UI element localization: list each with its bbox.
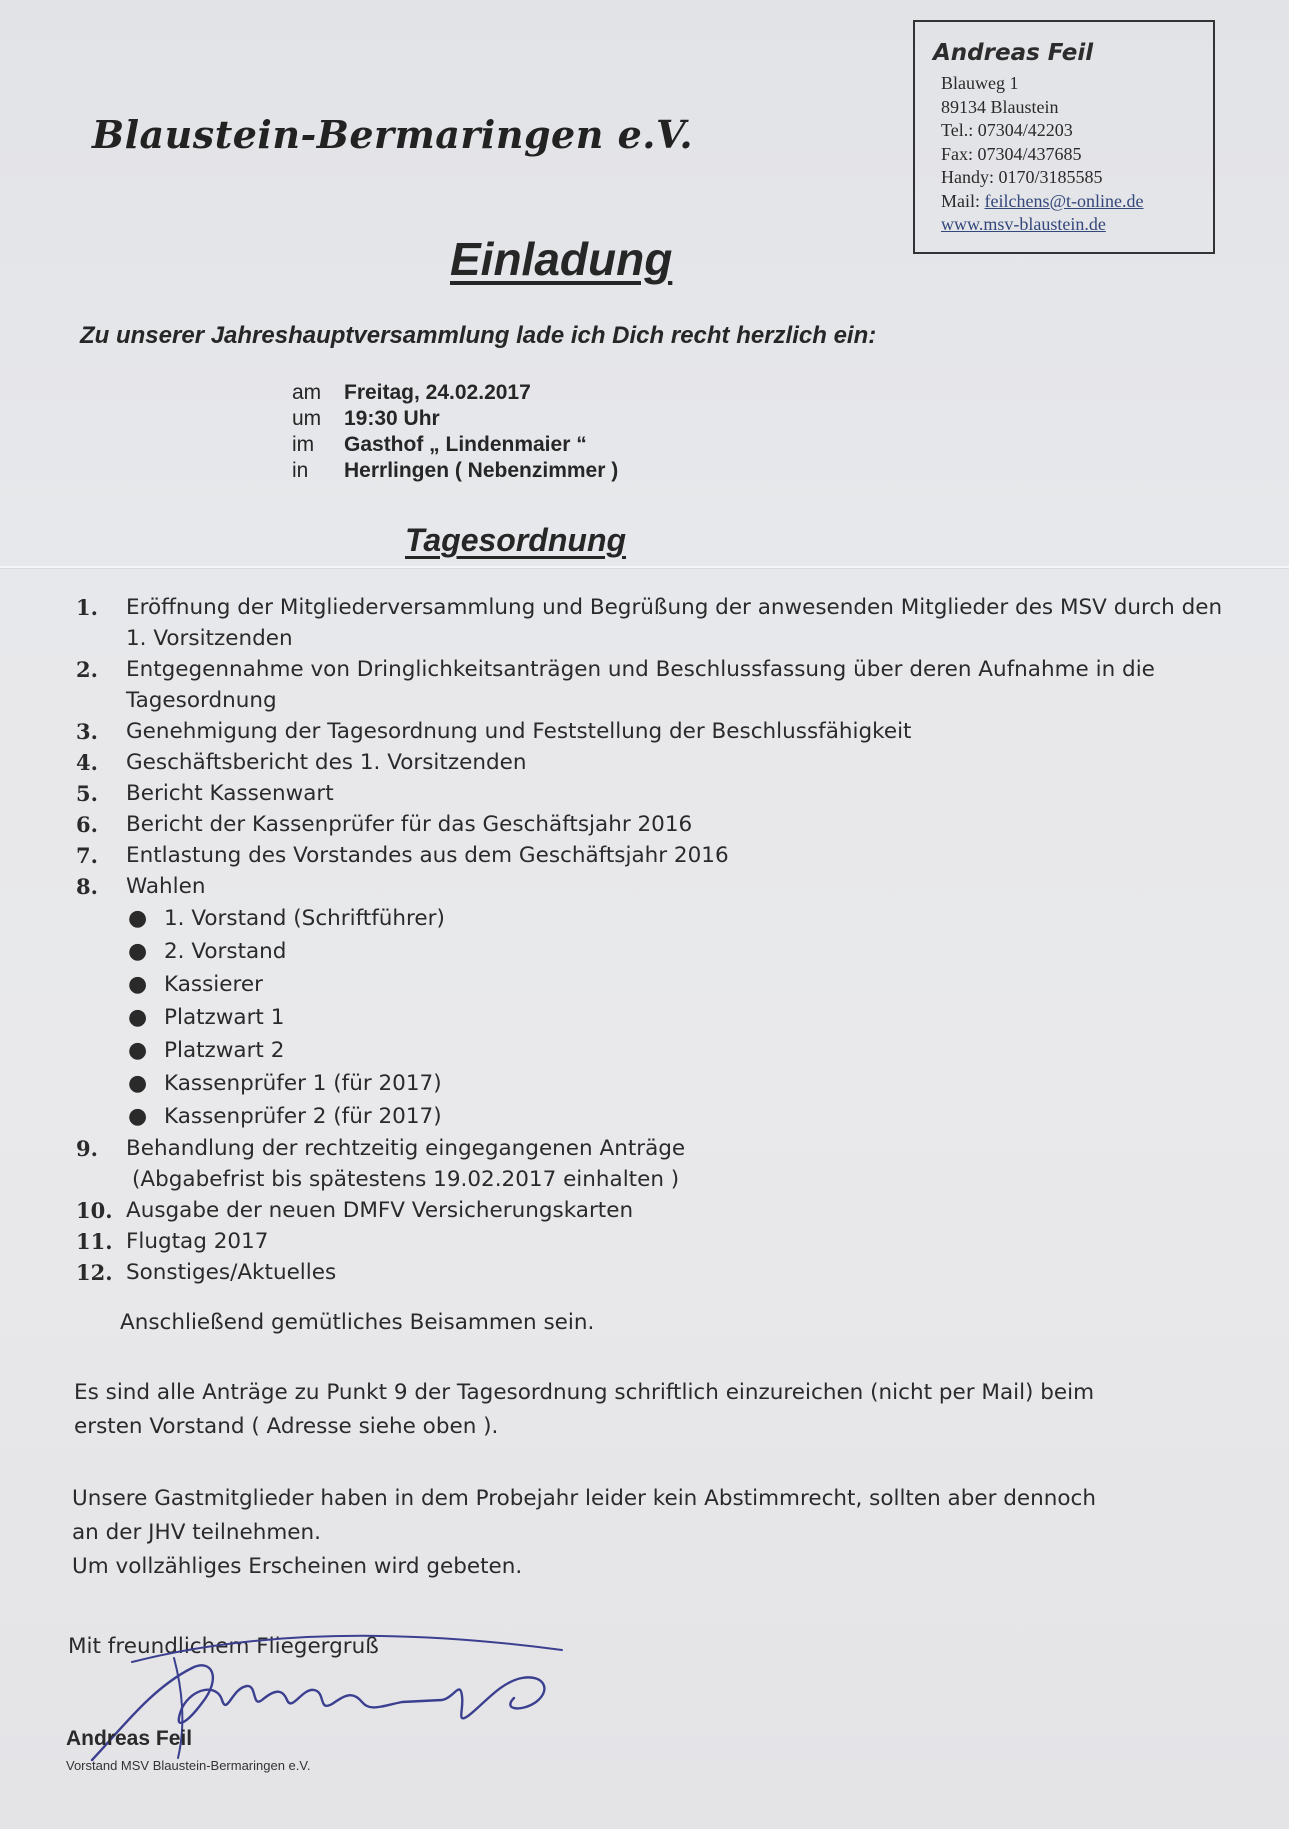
detail-date-row [292, 380, 618, 406]
agenda-item-text: Entgegennahme von Dringlichkeitsanträgen und Beschlussfassung über deren Aufnahme in die Tagesordnung [126, 657, 1155, 713]
agenda-item-text: Bericht der Kassenprüfer für das Geschäftsjahr 2016 [126, 812, 693, 837]
wahlen-item [76, 1100, 1226, 1133]
agenda-item-number: 4. [76, 750, 98, 775]
wahlen-item [76, 935, 1226, 968]
agenda-list [76, 592, 1226, 1288]
wahlen-item-text: 1. Vorstand (Schriftführer) [164, 906, 445, 931]
agenda-item-note: (Abgabefrist bis spätestens 19.02.2017 einhalten ) [132, 1167, 680, 1192]
agenda-item [76, 1195, 1226, 1226]
detail-time: 19:30 Uhr [344, 407, 440, 430]
agenda-item-number: 8. [76, 874, 98, 899]
agenda-item-text: Sonstiges/Aktuelles [126, 1260, 337, 1285]
greeting: Mit freundlichem Fliegergruß [68, 1634, 379, 1659]
agenda-item-text: Ausgabe der neuen DMFV Versicherungskarten [126, 1198, 634, 1223]
agenda-item [76, 654, 1226, 716]
wahlen-item-text: Kassenprüfer 1 (für 2017) [164, 1071, 442, 1096]
club-letterhead: Blaustein-Bermaringen e.V. [92, 112, 694, 157]
wahlen-item-text: Platzwart 1 [164, 1005, 285, 1030]
agenda-item-text: Behandlung der rechtzeitig eingegangenen Anträge [126, 1136, 686, 1161]
agenda-item-number: 6. [76, 812, 98, 837]
detail-label: am [292, 381, 322, 404]
wahlen-item [76, 902, 1226, 935]
bullet-icon: ● [128, 1071, 148, 1096]
afterwards-text: Anschließend gemütliches Beisammen sein. [120, 1310, 595, 1335]
wahlen-item [76, 1034, 1226, 1067]
detail-label: in [292, 459, 309, 482]
gast-line: Unsere Gastmitglieder haben in dem Probejahr leider kein Abstimmrecht, sollten aber dennoch [72, 1486, 1096, 1511]
agenda-item [76, 840, 1226, 871]
gebeten-line: Um vollzähliges Erscheinen wird gebeten. [72, 1554, 523, 1579]
detail-date: Freitag, 24.02.2017 [344, 381, 531, 404]
agenda-item-number: 9. [76, 1136, 98, 1161]
wahlen-item [76, 1067, 1226, 1100]
gast-line: an der JHV teilnehmen. [72, 1520, 321, 1545]
agenda-item-text: Bericht Kassenwart [126, 781, 334, 806]
contact-web-link[interactable]: www.msv-blaustein.de [941, 214, 1106, 234]
agenda-title: Tagesordnung [405, 522, 627, 558]
bullet-icon: ● [128, 972, 148, 997]
bullet-icon: ● [128, 939, 148, 964]
agenda-item [76, 871, 1226, 902]
agenda-item [76, 1257, 1226, 1288]
contact-handy: Handy: 0170/3185585 [941, 167, 1103, 187]
antraege-paragraph [74, 1376, 1094, 1444]
wahlen-item-text: Kassenprüfer 2 (für 2017) [164, 1104, 442, 1129]
contact-web-row [933, 213, 1213, 237]
intro-text: Zu unserer Jahreshauptversammlung lade ich Dich recht herzlich ein: [80, 322, 877, 349]
agenda-item [76, 747, 1226, 778]
agenda-item-text: Flugtag 2017 [126, 1229, 269, 1254]
agenda-item [76, 1226, 1226, 1257]
bullet-icon: ● [128, 1038, 148, 1063]
antraege-line: ersten Vorstand ( Adresse siehe oben ). [74, 1414, 499, 1439]
wahlen-item-text: 2. Vorstand [164, 939, 287, 964]
paper-fold-line [0, 566, 1289, 568]
agenda-item-number: 5. [76, 781, 98, 806]
event-details [292, 380, 618, 484]
agenda-item-text: Genehmigung der Tagesordnung und Feststellung der Beschlussfähigkeit [126, 719, 912, 744]
agenda-item [76, 1133, 1226, 1195]
agenda-item-text: Geschäftsbericht des 1. Vorsitzenden [126, 750, 527, 775]
wahlen-item [76, 1001, 1226, 1034]
contact-city: 89134 Blaustein [941, 96, 1059, 117]
detail-label: im [292, 433, 315, 456]
bullet-icon: ● [128, 1104, 148, 1129]
agenda-item-number: 12. [76, 1260, 113, 1285]
signer-title: Vorstand MSV Blaustein-Bermaringen e.V. [66, 1758, 311, 1773]
agenda-item-number: 1. [76, 595, 98, 620]
contact-name: Andreas Feil [933, 40, 1094, 66]
agenda-item-number: 3. [76, 719, 98, 744]
bullet-icon: ● [128, 1005, 148, 1030]
wahlen-item-text: Platzwart 2 [164, 1038, 285, 1063]
detail-place-row [292, 458, 618, 484]
signer-name: Andreas Feil [66, 1727, 193, 1750]
detail-venue-row [292, 432, 618, 458]
contact-mail-row [933, 190, 1213, 214]
agenda-item-number: 7. [76, 843, 98, 868]
contact-mail-link[interactable]: feilchens@t-online.de [984, 190, 1144, 211]
agenda-item-text: Wahlen [126, 874, 206, 899]
contact-street: Blauweg 1 [941, 73, 1019, 93]
agenda-item-number: 2. [76, 657, 98, 682]
page-title: Einladung [450, 233, 673, 285]
detail-venue: Gasthof „ Lindenmaier “ [344, 433, 587, 456]
antraege-line: Es sind alle Anträge zu Punkt 9 der Tagesordnung schriftlich einzureichen (nicht per Mail) beim [74, 1380, 1095, 1405]
detail-time-row [292, 406, 618, 432]
contact-fax: Fax: 07304/437685 [941, 143, 1082, 164]
contact-tel: Tel.: 07304/42203 [941, 120, 1073, 140]
detail-place: Herrlingen ( Nebenzimmer ) [344, 459, 619, 482]
contact-mail-label: Mail: [941, 190, 985, 211]
bullet-icon: ● [128, 906, 148, 931]
detail-label: um [292, 407, 322, 430]
agenda-item-number: 11. [76, 1229, 113, 1254]
agenda-item-text: Entlastung des Vorstandes aus dem Geschäftsjahr 2016 [126, 843, 729, 868]
agenda-item [76, 809, 1226, 840]
agenda-item-text: Eröffnung der Mitgliederversammlung und Begrüßung der anwesenden Mitglieder des MSV durch den 1. Vorsitzenden [126, 595, 1223, 651]
wahlen-item [76, 968, 1226, 1001]
wahlen-item-text: Kassierer [164, 972, 263, 997]
agenda-item [76, 592, 1226, 654]
agenda-item [76, 716, 1226, 747]
gast-paragraph [72, 1482, 1096, 1584]
contact-box [913, 20, 1215, 254]
agenda-item [76, 778, 1226, 809]
agenda-item-number: 10. [76, 1198, 113, 1223]
